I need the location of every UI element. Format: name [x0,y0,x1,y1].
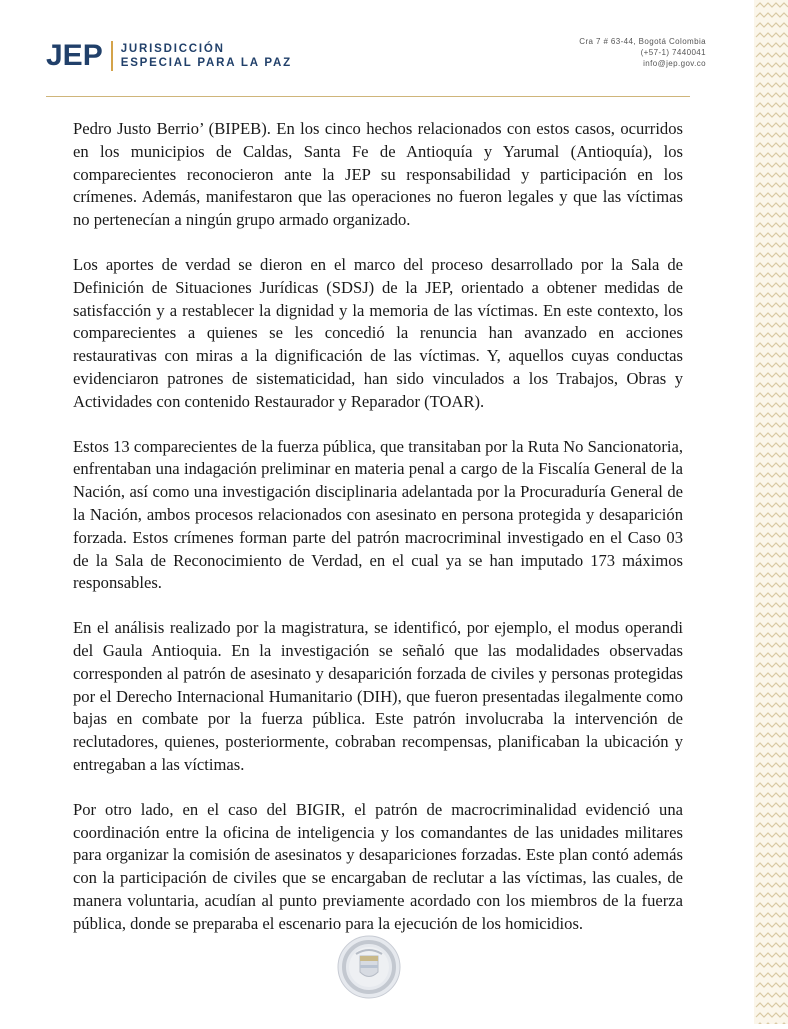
contact-email: info@jep.gov.co [643,59,706,68]
logo-mark: JEP [46,39,103,72]
logo-line-1: JURISDICCIÓN [120,43,225,55]
paragraph-3: Estos 13 comparecientes de la fuerza pública, que transitaban por la Ruta No Sancionatoria, enfrentaban una indagación preliminar en materia penal a cargo de la Fiscalía General de la Nación, así como una investigación disciplinaria adelantada por la Procuraduría General de la Nación, ambos procesos relacionados con asesinato en persona protegida y desaparición forzada. Estos crímenes forman parte del patrón macrocriminal investigado en el Caso 03 de la Sala de Reconocimiento de Verdad, en el cual ya se han imputado 173 máximos responsables. [73,436,683,593]
jep-logo [46,38,292,74]
logo-line-2: ESPECIAL PARA LA PAZ [120,57,292,69]
letterhead [46,36,706,86]
contact-info [579,36,706,69]
zigzag-border-decoration [754,0,788,1024]
paragraph-5: Por otro lado, en el caso del BIGIR, el patrón de macrocriminalidad evidenció una coordinación entre la oficina de inteligencia y los comandantes de las unidades militares para organizar la comisión de asesinatos y desapariciones forzadas. Este plan contó además con la participación de civiles que se encargaban de reclutar a las víctimas, las cuales, de manera voluntaria, acudían al punto previamente acordado con los miembros de la fuerza pública, donde se preparaba el escenario para la ejecución de los homicidios. [73,799,683,933]
paragraph-4: En el análisis realizado por la magistratura, se identificó, por ejemplo, el modus operandi del Gaula Antioquia. En la investigación se señaló que las modalidades observadas corresponden al patrón de asesinato y desaparición forzada de civiles y personas protegidas por el Derecho Internacional Humanitario (DIH), que fueron presentadas ilegalmente como bajas en combate por la fuerza pública. Este patrón involucraba la intervención de reclutadores, quienes, posteriormente, cobraban recompensas, planificaban la ubicación y entregaban a las víctimas. [73,618,683,774]
republic-of-colombia-seal-icon [336,934,402,1000]
logo-wordmark [121,42,292,70]
paragraph-2: Los aportes de verdad se dieron en el marco del proceso desarrollado por la Sala de Definición de Situaciones Jurídicas (SDSJ) de la JEP, orientado a obtener medidas de satisfacción y a restablecer la dignidad y la memoria de las víctimas. En este contexto, los comparecientes a quienes se les concedió la renuncia han avanzado en acciones restaurativas con miras a la dignificación de las víctimas. Y, aquellos cuyas conductas evidenciaron patrones de sistematicidad, han sido vinculados a los Trabajos, Obras y Actividades con contenido Restaurador y Reparador (TOAR). [73,254,683,411]
logo-divider [111,41,113,71]
paragraph-1: Pedro Justo Berrio’ (BIPEB). En los cinco hechos relacionados con estos casos, ocurridos en los municipios de Caldas, Santa Fe de Antioquía y Yarumal (Antioquía), los comparecientes reconocieron ante la JEP su responsabilidad y participación en los crímenes. Además, manifestaron que las operaciones no fueron legales y que las víctimas no pertenecían a ningún grupo armado organizado. [73,119,683,230]
contact-address: Cra 7 # 63-44, Bogotá Colombia [579,37,706,46]
contact-phone: (+57-1) 7440041 [640,48,706,57]
header-divider [46,96,690,97]
document-body [73,118,683,958]
